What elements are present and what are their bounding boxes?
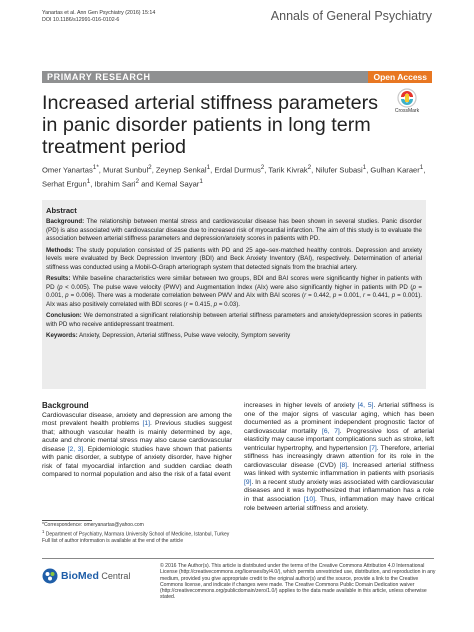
citation-header (42, 10, 155, 24)
article-title: Increased arterial stiffness parameters in panic disorder patients in long term treatment period (42, 92, 379, 158)
abstract-results (46, 275, 422, 309)
bottom-divider (42, 558, 434, 559)
biomed-central-logo (42, 568, 132, 584)
abstract-background-text: The relationship between mental stress and cardiovascular disease has been shown in several studies. Panic disorder (PD) is also associated with cardiovascular disease due to increased risk of myocardial infarction. The aim of this study is to evaluate the association between arterial stiffness parameters and depression/anxiety scores in patients with PD. (46, 218, 422, 242)
biomed-wordmark-light: Central (98, 571, 131, 581)
abstract-results-label: Results: (46, 275, 71, 282)
body-column-left (42, 402, 232, 480)
abstract-methods-text: The study population consisted of 25 patients with PD and 25 age–sex-matched healthy controls. Depression and anxiety levels were evaluated by Beck Depression Inventory (BDI) and Beck Anxiety Inventory (BAI), respectively. Determination of arterial stiffness was conducted using a Mobil-O-Graph arteriograph system that detected signals from the brachial artery. (46, 246, 422, 271)
citation-line: Yanartas et al. Ann Gen Psychiatry (2016) 15:14 (42, 10, 156, 16)
keywords-label: Keywords: (46, 332, 78, 339)
abstract-keywords (46, 332, 422, 341)
author-list: Omer Yanartas$^{1*}$, Murat Sunbul$^2$, Zeynep Senkal$^1$, Erdal Durmus$^2$, Tarik Kivrak$^2$, Nilufer Subasi$^1$, Gulhan Karaer$^1$, Serhat Ergun$^1$, Ibrahim Sari$^2$ and Kemal Sayar$^1$ (42, 164, 426, 189)
section-banner (42, 71, 432, 83)
crossmark-label: CrossMark (394, 108, 420, 114)
abstract-conclusion-label: Conclusion: (46, 312, 82, 319)
body-column-right (244, 402, 434, 513)
journal-name: Annals of General Psychiatry (270, 9, 432, 23)
abstract-conclusion-text: We demonstrated a significant relationship between arterial stiffness parameters and anxiety/depression scores in patients with PD who receive antidepressant treatment. (46, 312, 422, 328)
footnote (42, 522, 232, 544)
abstract-methods (46, 247, 422, 273)
crossmark-button[interactable] (388, 88, 432, 118)
section-label: PRIMARY RESEARCH (47, 72, 151, 82)
correspondence-line[interactable]: *Correspondence: omeryanartas@yahoo.com (42, 522, 144, 528)
abstract-methods-label: Methods: (46, 246, 74, 254)
biomed-wordmark-bold: BioMed (61, 570, 99, 582)
abstract-background-label: Background: (46, 218, 85, 225)
crossmark-icon (397, 88, 417, 108)
open-access-badge: Open Access (368, 71, 432, 83)
biomed-central-wordmark (61, 570, 130, 582)
background-paragraph-right: increases in higher levels of anxiety [4, 5]. Arterial stiffness is one of the major signs of vascular aging, which has been documented as a prominent independent prognostic factor of cardiovascular mortality [6, 7]. Progressive loss of arterial elasticity may cause important complications such as stroke, left ventricular hypertrophy, and hypertension [7]. Therefore, arterial stiffness has increasingly drawn attention for its role in the cardiovascular disease (CVD) [8]. Increased arterial stiffness was linked with systemic inflammation in patients with psoriasis [9]. In a recent study anxiety was associated with cardiovascular diseases and it was hypothesized that inflammation has a role in that association [10]. Thus, inflammation may have critical role between arterial stiffness and anxiety. (244, 402, 435, 512)
abstract-results-text: While baseline characteristics were similar between two groups, BDI and BAI scores were significantly higher in patients with PD (p < 0.005). The pulse wave velocity (PWV) and Augmentation Index (AIx) were also significantly higher in patients with PD (p = 0.001, p = 0.006). There was a moderate correlation between PWV and AIx with BAI scores (r = 0.442, p = 0.001, r = 0.441, p = 0.001). AIx was also positively correlated with BDI scores (r = 0.415, p = 0.03). (46, 275, 422, 308)
keywords-text: Anxiety, Depression, Arterial stiffness, Pulse wave velocity, Symptom severity (77, 332, 291, 339)
abstract-background (46, 218, 422, 244)
abstract-box (42, 200, 426, 389)
author-info-line: Full list of author information is available at the end of the article (42, 537, 184, 544)
abstract-heading: Abstract (46, 206, 77, 215)
affiliation-line: $^1$ Department of Psychiatry, Marmara University School of Medicine, Istanbul, Turkey (42, 528, 230, 538)
background-paragraph-left: Cardiovascular disease, anxiety and depression are among the most prevalent health problems [1]. Previous studies suggest that; although vascular health is mainly determined by age, acute and chronic mental stress may also cause cardiovascular disease [2, 3]. Epidemiologic studies have shown that patients with panic disorder, a subtype of anxiety disorder, have higher risk of fatal myocardial infarction and sudden cardiac death compared to normal population and also the risk of a fatal event (42, 411, 232, 479)
footnote-divider (42, 520, 92, 521)
background-heading: Background (42, 401, 89, 410)
doi-line[interactable]: DOI 10.1186/s12991-016-0102-6 (42, 17, 120, 23)
abstract-conclusion (46, 312, 422, 329)
biomed-central-icon (42, 568, 58, 584)
license-text: © 2016 The Author(s). This article is distributed under the terms of the Creative Commons Attribution 4.0 International License (http://creativecommons.org/licenses/by/4.0/), which permits unrestricted use, distribution, and reproduction in any medium, provided you give appropriate credit to the original author(s) and the source, provide a link to the Creative Commons license, and indicate if changes were made. The Creative Commons Public Domain Dedication waiver (http://creativecommons.org/publicdomain/zero/1.0/) applies to the data made available in this article, unless otherwise stated. (160, 563, 436, 601)
